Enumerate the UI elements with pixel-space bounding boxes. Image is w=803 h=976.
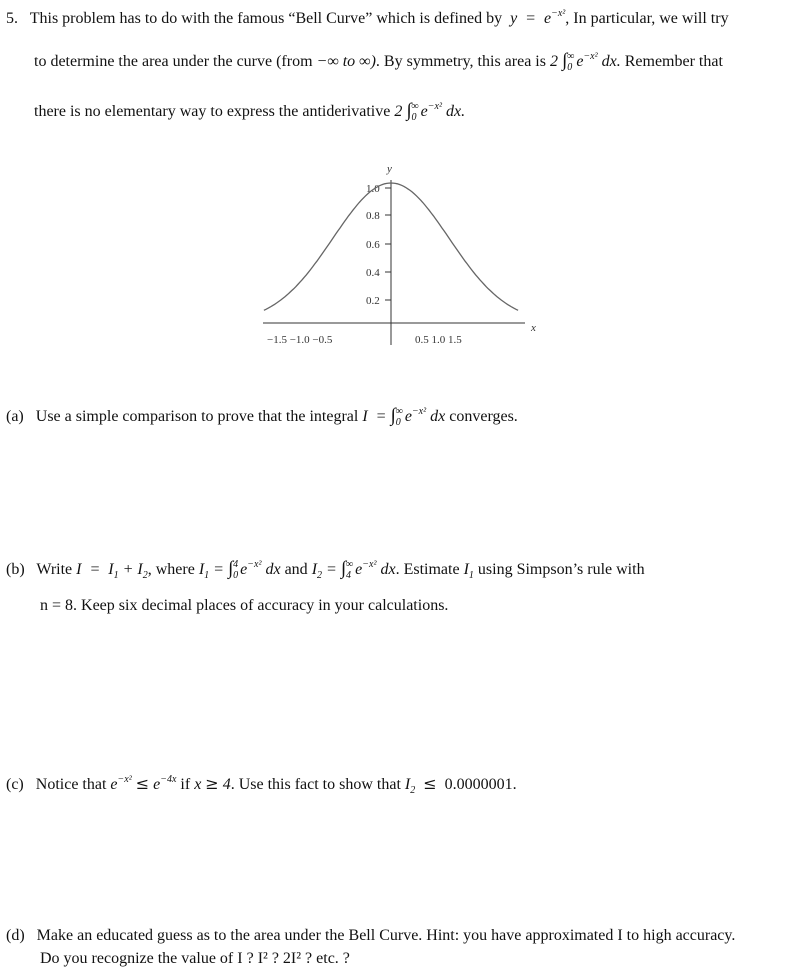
part-b-line1 xyxy=(6,558,645,581)
x-tick-labels-negative: −1.5 −1.0 −0.5 xyxy=(267,334,333,346)
part-a-label: (a) xyxy=(6,408,24,425)
problem-number: 5. xyxy=(6,10,18,27)
part-c xyxy=(6,773,517,797)
part-b-where: , where xyxy=(147,561,195,578)
math-x-ge-4: x ≥ 4 xyxy=(194,774,231,793)
math-antiderivative: 2 ∫ ∞ 0 $e^{-x^2}$ dx. xyxy=(394,100,466,124)
math-integral-I: I = ∫ ∞ 0 $e^{-x^2}$ dx xyxy=(362,405,446,429)
part-a-text: Use a simple comparison to prove that the integral xyxy=(35,408,359,425)
math-y-equals: $y = e^{-x^2}$ xyxy=(506,7,566,27)
problem-intro-line2 xyxy=(34,50,723,73)
x-axis-label: x xyxy=(531,322,536,334)
y-axis-label: y xyxy=(387,163,392,175)
part-d-line2: Do you recognize the value of I ? I² ? 2I² ? etc. ? xyxy=(40,950,350,967)
part-c-if: if xyxy=(180,776,191,793)
math-inequality: $e^{-x^2} \le e^{-4x}$ xyxy=(110,773,177,793)
part-b-simpson: using Simpson’s rule with xyxy=(477,561,645,578)
math-I2: $I_2$ = ∫ ∞ 4 $e^{-x^2}$ dx xyxy=(311,558,396,582)
intro-text-3: there is no elementary way to express the antiderivative xyxy=(34,103,391,120)
math-I2-bound: $I_2$ ≤ xyxy=(404,774,437,797)
math-I-sum: $I = I_1 + I_2$ xyxy=(76,561,148,582)
part-d-text1: Make an educated guess as to the area under the Bell Curve. Hint: you have approximated I to high accuracy. xyxy=(36,927,736,944)
y-ticks xyxy=(366,183,391,307)
math-I1-ref: $I_1$ xyxy=(463,561,474,582)
intro-text-1: This problem has to do with the famous “Bell Curve” which is defined by xyxy=(29,10,503,27)
math-I1: $I_1$ = ∫ 4 0 $e^{-x^2}$ dx xyxy=(198,558,281,582)
bell-curve-figure xyxy=(255,150,555,355)
part-b-label: (b) xyxy=(6,561,25,578)
part-c-end: . Use this fact to show that xyxy=(230,776,401,793)
part-b-text: Write xyxy=(36,561,73,578)
y-tick-label: 0.6 xyxy=(366,239,380,251)
problem-intro-line3 xyxy=(34,100,465,123)
intro-text-2-end: Remember that xyxy=(624,53,723,70)
y-tick-label: 1.0 xyxy=(366,183,380,195)
part-a-end: converges. xyxy=(449,408,518,425)
math-area-integral: 2 ∫ ∞ 0 $e^{-x^2}$ dx. xyxy=(549,50,621,74)
intro-text-1-end: , In particular, we will try xyxy=(565,10,729,27)
x-tick-labels-positive: 0.5 1.0 1.5 xyxy=(415,334,462,346)
part-b-estimate: . Estimate xyxy=(395,561,460,578)
y-tick-label: 0.8 xyxy=(366,210,380,222)
part-c-text: Notice that xyxy=(35,776,107,793)
part-a xyxy=(6,405,518,428)
y-tick-label: 0.2 xyxy=(366,295,380,307)
part-d-line1 xyxy=(6,927,735,945)
intro-text-2: to determine the area under the curve (from xyxy=(34,53,313,70)
part-c-value: 0.0000001. xyxy=(444,776,517,793)
part-c-label: (c) xyxy=(6,776,24,793)
y-tick-label: 0.4 xyxy=(366,267,380,279)
part-b-line2: n = 8. Keep six decimal places of accuracy in your calculations. xyxy=(40,597,449,614)
problem-intro-line1 xyxy=(6,7,729,28)
part-d-label: (d) xyxy=(6,927,25,944)
intro-text-2-mid: . By symmetry, this area is xyxy=(375,53,546,70)
part-b-and: and xyxy=(284,561,308,578)
intro-range: −∞ to ∞) xyxy=(316,53,376,70)
